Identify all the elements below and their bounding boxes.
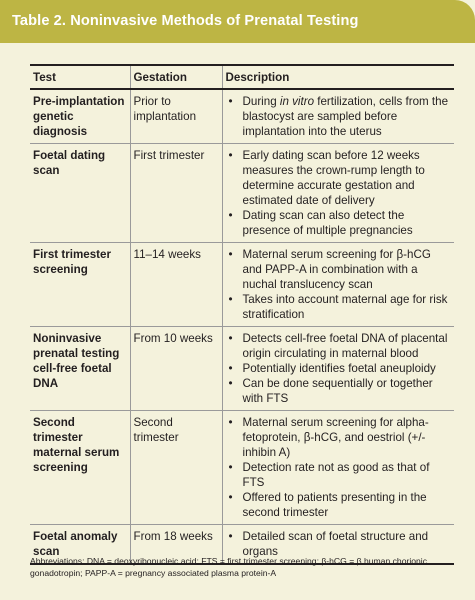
description-list <box>226 148 452 238</box>
description-text: Detailed scan of foetal structure and organs <box>242 530 429 558</box>
description-text: Early dating scan before 12 weeks measures the crown-rump length to determine accurate gestation and estimated date of delivery <box>242 149 425 207</box>
gestation-cell: First trimester <box>130 144 222 243</box>
description-list <box>226 94 452 139</box>
gestation-cell: From 10 weeks <box>130 327 222 411</box>
test-name-cell: Noninvasive prenatal testing cell-free foetal DNA <box>33 332 120 390</box>
description-bullet <box>226 247 452 292</box>
table-row <box>30 411 454 525</box>
description-text: Detects cell-free foetal DNA of placental origin circulating in maternal blood <box>242 332 448 360</box>
description-cell <box>222 327 454 411</box>
description-text: Maternal serum screening for β-hCG and PAPP-A in combination with a nuchal translucency scan <box>242 248 431 291</box>
description-list <box>226 415 452 520</box>
description-text: Detection rate not as good as that of FTS <box>242 461 430 489</box>
table-title: Table 2. Noninvasive Methods of Prenatal Testing <box>0 0 475 43</box>
description-cell <box>222 243 454 327</box>
table-row <box>30 89 454 144</box>
test-name-cell: Second trimester maternal serum screening <box>33 416 120 474</box>
description-list <box>226 331 452 406</box>
table-row <box>30 327 454 411</box>
test-name-cell: Pre-implantation genetic diagnosis <box>33 95 125 138</box>
description-text: During <box>242 95 280 108</box>
description-bullet <box>226 292 452 322</box>
description-bullet <box>226 376 452 406</box>
description-bullet <box>226 208 452 238</box>
description-bullet <box>226 148 452 208</box>
test-name-cell: Foetal anomaly scan <box>33 530 118 558</box>
table-row <box>30 243 454 327</box>
table-body <box>30 89 454 564</box>
description-bullet <box>226 331 452 361</box>
description-cell <box>222 144 454 243</box>
prenatal-testing-table <box>30 64 454 565</box>
description-text: Potentially identifies foetal aneuploidy <box>242 362 436 375</box>
description-text: fertilization, cells from the blastocyst are sampled before implantation into the uterus <box>242 95 449 138</box>
column-header-gestation: Gestation <box>130 65 222 89</box>
description-cell <box>222 89 454 144</box>
description-text: Can be done sequentially or together with FTS <box>242 377 433 405</box>
gestation-cell: From 18 weeks <box>130 525 222 565</box>
description-text: Takes into account maternal age for risk stratification <box>242 293 448 321</box>
column-header-description: Description <box>222 65 454 89</box>
gestation-cell: 11–14 weeks <box>130 243 222 327</box>
description-text: Offered to patients presenting in the second trimester <box>242 491 427 519</box>
description-text: in vitro <box>279 95 315 108</box>
description-text: Dating scan can also detect the presence of multiple pregnancies <box>242 209 413 237</box>
description-bullet <box>226 361 452 376</box>
test-name-cell: First trimester screening <box>33 248 111 276</box>
table-header-row <box>30 65 454 89</box>
abbreviations-footnote: Abbreviations: DNA = deoxyribonucleic acid; FTS = first trimester screening; β-hCG = β human chorionic gonadotropin; PAPP-A = pregnancy associated plasma protein-A <box>30 556 428 578</box>
table-container <box>30 64 454 565</box>
description-list <box>226 247 452 322</box>
description-bullet <box>226 490 452 520</box>
table-row <box>30 144 454 243</box>
description-bullet <box>226 94 452 139</box>
gestation-cell: Second trimester <box>130 411 222 525</box>
column-header-test: Test <box>33 71 56 84</box>
test-name-cell: Foetal dating scan <box>33 149 106 177</box>
description-cell <box>222 411 454 525</box>
gestation-cell: Prior to implantation <box>130 89 222 144</box>
description-bullet <box>226 415 452 460</box>
description-text: Maternal serum screening for alpha-fetoprotein, β-hCG, and oestriol (+/- inhibin A) <box>242 416 429 459</box>
description-bullet <box>226 460 452 490</box>
